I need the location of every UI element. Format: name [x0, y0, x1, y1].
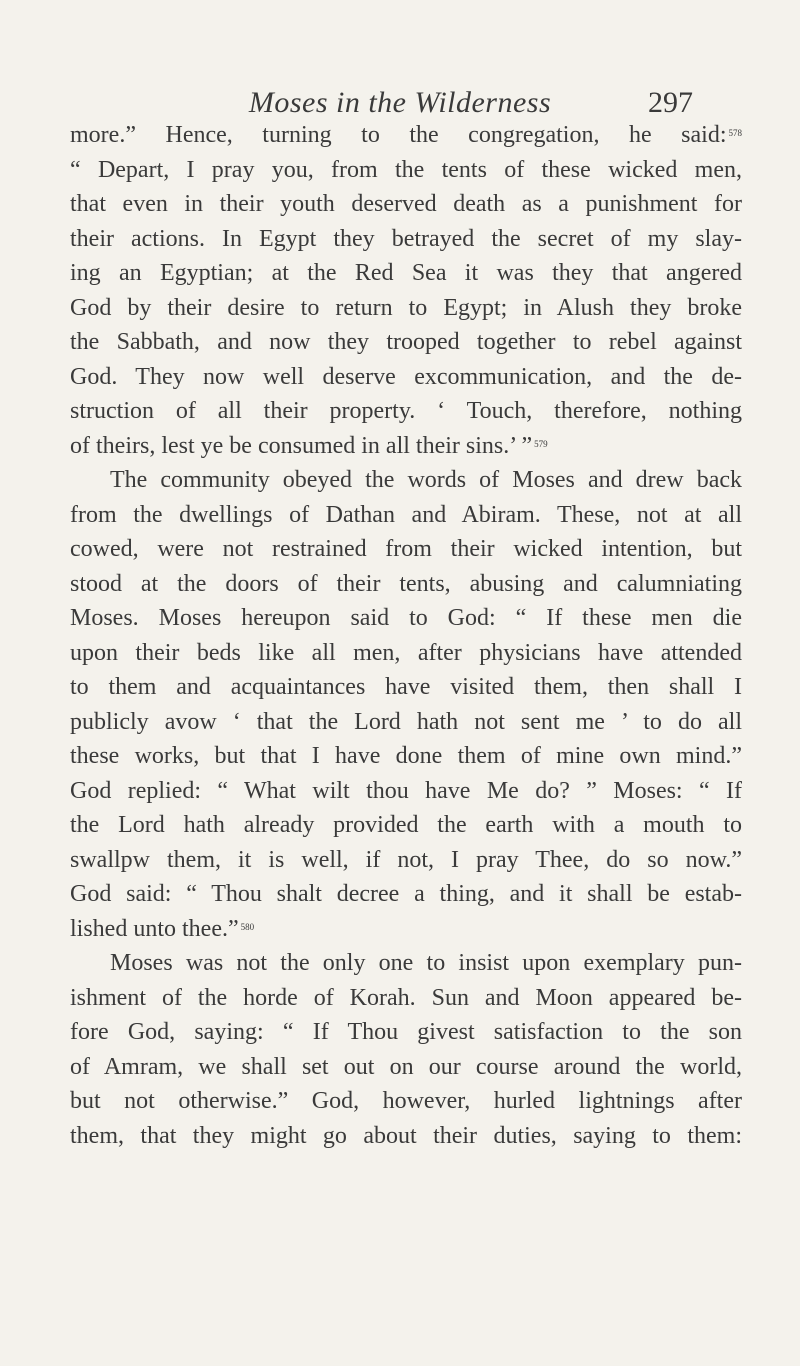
line-text: upon their beds like all men, after physicians have attended — [70, 639, 742, 666]
body-text — [70, 118, 742, 1153]
footnote-marker: 580 — [240, 921, 255, 932]
page-number: 297 — [648, 86, 693, 119]
text-line — [70, 774, 742, 809]
footnote-marker: 579 — [534, 438, 548, 449]
text-line — [70, 498, 742, 533]
line-text: publicly avow ‘ that the Lord hath not sent me ’ to do all — [70, 708, 742, 735]
text-line — [70, 532, 742, 567]
text-line — [70, 256, 742, 291]
line-text: God replied: “ What wilt thou have Me do? ” Moses: “ If — [70, 777, 742, 804]
footnote-marker: 578 — [728, 128, 742, 138]
text-line — [70, 1084, 742, 1119]
text-line — [70, 946, 742, 981]
text-line — [70, 360, 742, 395]
text-line — [70, 705, 742, 740]
text-line — [70, 739, 742, 774]
line-text: the Lord hath already provided the earth with a mouth to — [70, 812, 742, 838]
line-text: ishment of the horde of Korah. Sun and Moon appeared be- — [70, 984, 742, 1011]
line-text: ing an Egyptian; at the Red Sea it was they that angered — [70, 260, 742, 286]
line-text: fore God, saying: “ If Thou givest satisfaction to the son — [70, 1019, 742, 1045]
line-text: to them and acquaintances have visited them, then shall I — [70, 674, 742, 700]
line-text: of theirs, lest ye be consumed in all their sins.’ ” — [70, 432, 533, 459]
line-text: them, that they might go about their duties, saying to them: — [70, 1122, 742, 1149]
text-line — [70, 808, 742, 843]
text-line — [70, 222, 742, 257]
line-text: their actions. In Egypt they betrayed the secret of my slay- — [70, 225, 742, 252]
line-text: The community obeyed the words of Moses and drew back — [110, 467, 742, 493]
text-line — [70, 636, 742, 671]
line-text: these works, but that I have done them of mine own mind.” — [70, 743, 742, 769]
line-text: struction of all their property. ‘ Touch, therefore, nothing — [70, 398, 742, 424]
running-title: Moses in the Wilderness — [248, 86, 552, 119]
text-line — [70, 567, 742, 602]
line-text: stood at the doors of their tents, abusing and calumniating — [70, 570, 742, 597]
line-text: but not otherwise.” God, however, hurled lightnings after — [70, 1088, 742, 1114]
line-text: the Sabbath, and now they trooped together to rebel against — [70, 329, 742, 355]
line-text: Moses was not the only one to insist upon exemplary pun- — [110, 950, 742, 976]
text-line — [70, 394, 742, 429]
text-line — [70, 877, 742, 912]
line-text: Moses. Moses hereupon said to God: “ If these men die — [70, 605, 742, 631]
line-text: of Amram, we shall set out on our course around the world, — [70, 1053, 742, 1080]
text-line — [70, 981, 742, 1016]
text-line — [70, 325, 742, 360]
line-text: that even in their youth deserved death as a punishment for — [70, 191, 742, 217]
line-text: cowed, were not restrained from their wicked intention, but — [70, 536, 742, 562]
text-line — [70, 463, 742, 498]
text-line — [70, 291, 742, 326]
text-line — [70, 187, 742, 222]
line-text: “ Depart, I pray you, from the tents of these wicked men, — [70, 156, 742, 183]
line-text: from the dwellings of Dathan and Abiram. These, not at all — [70, 501, 742, 528]
text-line — [70, 429, 742, 464]
line-text: God by their desire to return to Egypt; in Alush they broke — [70, 294, 742, 321]
text-line — [70, 601, 742, 636]
line-text: God said: “ Thou shalt decree a thing, and it shall be estab- — [70, 881, 742, 907]
text-line — [70, 843, 742, 878]
line-text: lished unto thee.” — [70, 915, 239, 942]
text-line — [70, 912, 742, 947]
text-line — [70, 670, 742, 705]
text-line — [70, 153, 742, 188]
text-line — [70, 1119, 742, 1154]
text-line — [70, 1015, 742, 1050]
line-text: more.” Hence, turning to the congregation, he said: — [70, 122, 727, 148]
line-text: God. They now well deserve excommunication, and the de- — [70, 363, 742, 390]
text-line — [70, 1050, 742, 1085]
line-text: swallpw them, it is well, if not, I pray Thee, do so now.” — [70, 846, 742, 873]
text-line — [70, 118, 742, 153]
